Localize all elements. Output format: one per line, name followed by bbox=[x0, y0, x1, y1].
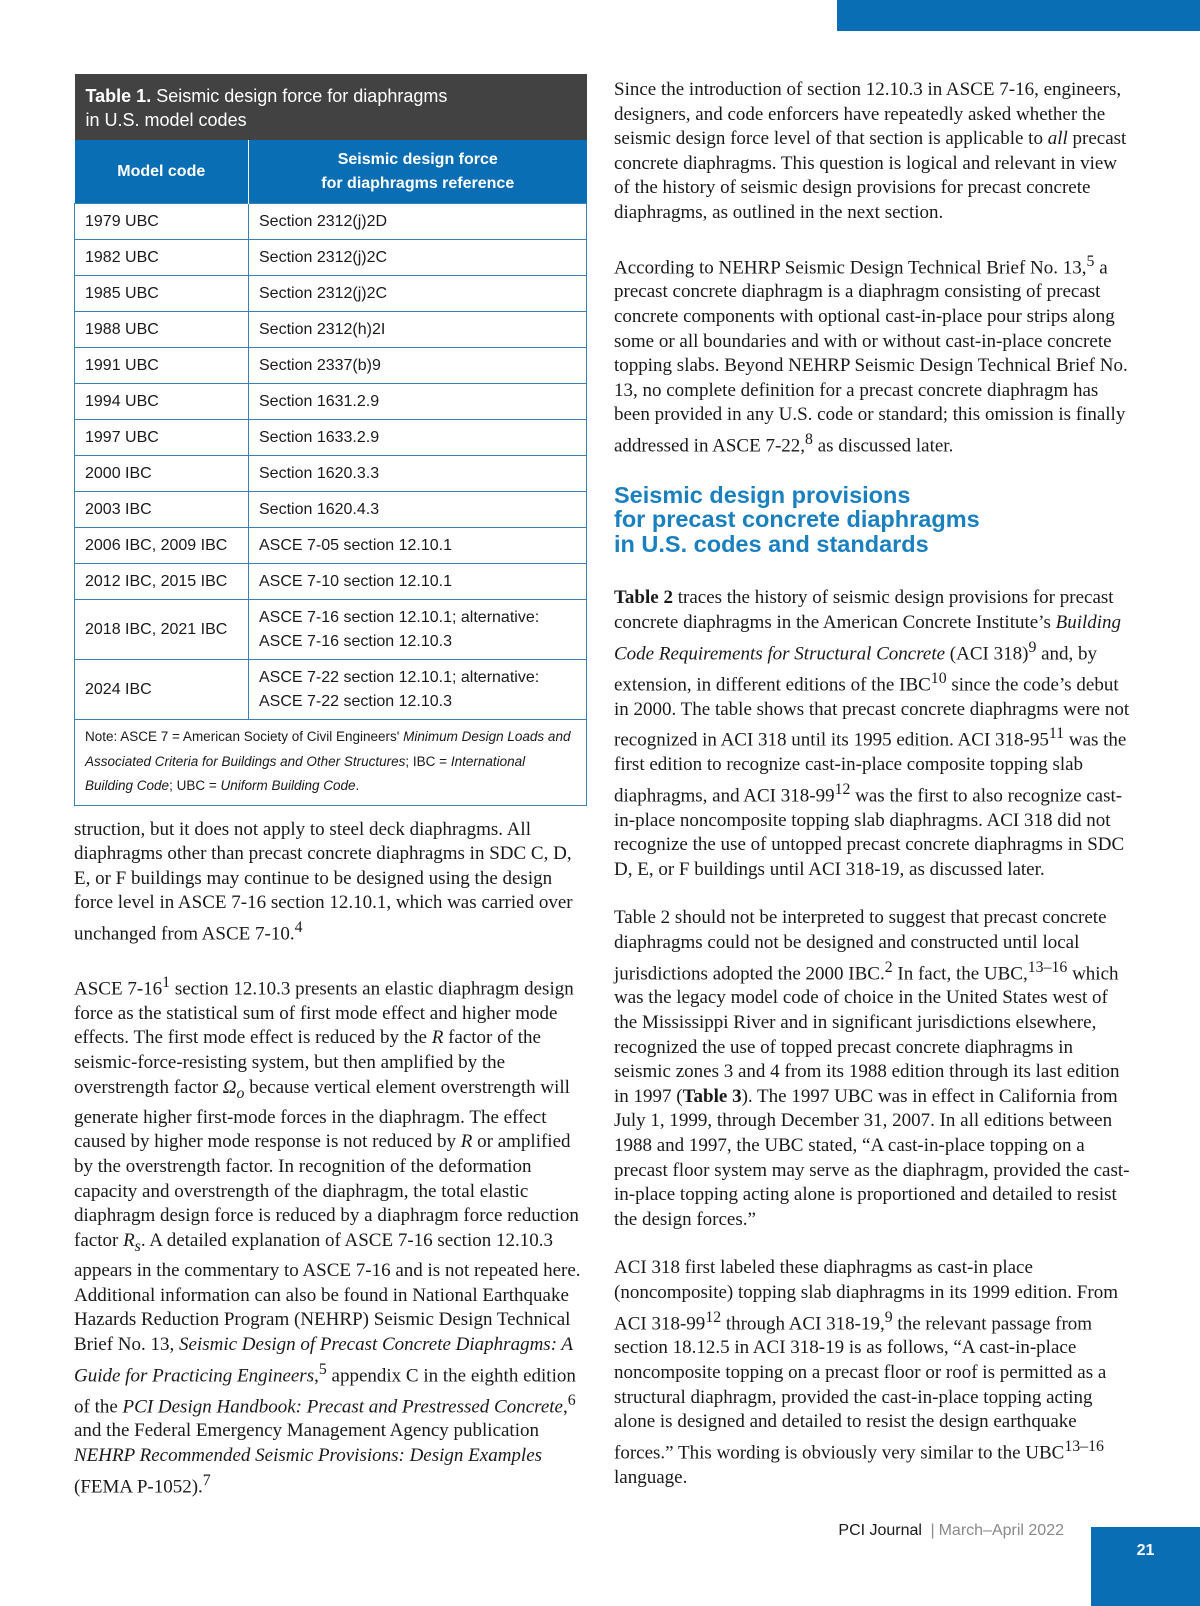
footnote-ref: 13–16 bbox=[1064, 1437, 1104, 1455]
table-row bbox=[75, 420, 587, 456]
note-title-ibc: International Building Code bbox=[85, 753, 526, 793]
cell-reference-line2: ASCE 7-22 section 12.10.3 bbox=[259, 692, 453, 710]
note-title-asce: Minimum Design Loads and Associated Criteria for Buildings and Other Structures bbox=[85, 729, 571, 769]
cell-model-code: 1994 UBC bbox=[75, 384, 249, 420]
right-paragraph-2: According to NEHRP Seismic Design Technical Brief No. 13,$^5$ a precast concrete diaphragm is a diaphragm consisting of precast concrete components with optional cast-in-place pour strips along some or all boundaries and with or without cast-in-place concrete topping slabs. Beyond NEHRP Seismic Design Technical Brief No. 13, no complete definition for a precast concrete diaphragm has been provided in any U.S. code or standard; this omission is finally addressed in ASCE 7-22,$^8$ as discussed later. bbox=[614, 252, 1128, 457]
cell-reference bbox=[249, 600, 587, 660]
footnote-ref: 1 bbox=[162, 973, 171, 991]
table-row bbox=[75, 384, 587, 420]
symbol-rs: R bbox=[123, 1229, 135, 1251]
footnote-ref: 12 bbox=[834, 780, 851, 798]
journal-name: PCI Journal bbox=[838, 1522, 922, 1539]
header-design-force-line1: Seismic design force bbox=[337, 150, 498, 168]
footnote-ref: 4 bbox=[294, 918, 303, 936]
table-caption-text-2: in U.S. model codes bbox=[85, 110, 247, 130]
top-accent-bar bbox=[837, 0, 1200, 31]
cell-reference: Section 2312(j)2C bbox=[249, 240, 587, 276]
table-reference: Table 2 bbox=[614, 587, 673, 609]
right-paragraph-1: Since the introduction of section 12.10.3 in ASCE 7-16, engineers, designers, and code enforcers have repeatedly asked whether the seismic design force level of that section is applicable to all precast concrete diaphragms. This question is logical and relevant in view of the history of seismic design provisions for precast concrete diaphragms, as outlined in the next section. bbox=[614, 79, 1127, 223]
footnote-ref: 10 bbox=[930, 669, 947, 687]
footnote-ref: 8 bbox=[805, 431, 813, 449]
table-row bbox=[75, 600, 587, 660]
header-design-force-line2: for diaphragms reference bbox=[321, 174, 515, 192]
emphasis: all bbox=[1047, 128, 1068, 150]
cell-model-code: 2018 IBC, 2021 IBC bbox=[75, 600, 249, 660]
cell-model-code: 1985 UBC bbox=[75, 276, 249, 312]
footnote-ref: 13–16 bbox=[1027, 958, 1068, 976]
cell-reference: Section 2312(h)2I bbox=[249, 312, 587, 348]
section-heading: Seismic design provisions for precast concrete diaphragms in U.S. codes and standards bbox=[614, 481, 980, 557]
table-row bbox=[75, 312, 587, 348]
cell-model-code: 2024 IBC bbox=[75, 660, 249, 720]
cell-reference: Section 2312(j)2D bbox=[249, 204, 587, 240]
footnote-ref: 12 bbox=[705, 1308, 722, 1326]
right-column bbox=[614, 78, 1130, 1490]
left-paragraph-2: ASCE $7-16^1$ section 12.10.3 presents an elastic diaphragm design force as the statistical sum of first mode effect and higher mode effects. The first mode effect is reduced by the R factor of the seismic-force-resisting system, but then amplified by the overstrength factor $\Omega_o$ because vertical element overstrength will generate higher first-mode forces in the diaphragm. The effect caused by higher mode response is not reduced by R or amplified by the overstrength factor. In recognition of the deformation capacity and overstrength of the diaphragm, the total elastic diaphragm design force is reduced by a diaphragm force reduction factor $R_s$. A detailed explanation of ASCE 7-16 section 12.10.3 appears in the commentary to ASCE 7-16 and is not repeated here. Additional information can also be found in National Earthquake Hazards Reduction Program (NEHRP) Seismic Design Technical Brief No. 13, Seismic Design of Precast Concrete Diaphragms: A Guide for Practicing Engineers,$^5$ appendix C in the eighth edition of the PCI Design Handbook: Precast and Prestressed Concrete,$^6$ and the Federal Emergency Management Agency publication NEHRP Recommended Seismic Provisions: Design Examples (FEMA P-1052).$^7$ bbox=[74, 973, 581, 1497]
cell-reference-line2: ASCE 7-16 section 12.10.3 bbox=[259, 632, 453, 650]
issue-date: March–April 2022 bbox=[938, 1522, 1064, 1539]
table-row bbox=[75, 456, 587, 492]
cell-model-code: 1982 UBC bbox=[75, 240, 249, 276]
cited-title: PCI Design Handbook: Precast and Prestressed Concrete bbox=[122, 1395, 563, 1417]
cell-reference: ASCE 7-10 section 12.10.1 bbox=[249, 564, 587, 600]
cell-model-code: 1988 UBC bbox=[75, 312, 249, 348]
cell-model-code: 1991 UBC bbox=[75, 348, 249, 384]
right-paragraph-4: Table 2 should not be interpreted to suggest that precast concrete diaphragms could not be designed and constructed until local jurisdictions adopted the 2000 IBC.$^2$ In fact, the UBC,$^{13-16}$ which was the legacy model code of choice in the United States west of the Mississippi River and in significant jurisdictions elsewhere, recognized the use of topped precast concrete diaphragms in seismic zones 3 and 4 from its 1988 edition through its last edition in 1997 (Table 3). The 1997 UBC was in effect in California from July 1, 1999, through December 31, 2007. In all editions between 1988 and 1997, the UBC stated, “A cast-in-place topping on a precast floor system may serve as the diaphragm, provided the cast-in-place topping acting alone is proportioned and detailed to resist the design forces.” bbox=[614, 907, 1130, 1230]
symbol-omega-sub: o bbox=[236, 1084, 245, 1102]
symbol-rs-sub: s bbox=[134, 1237, 141, 1255]
table-row bbox=[75, 528, 587, 564]
left-paragraph-1: struction, but it does not apply to steel deck diaphragms. All diaphragms other than precast concrete diaphragms in SDC C, D, E, or F buildings may continue to be designed using the design force level in ASCE 7-16 section 12.10.1, which was carried over unchanged from ASCE 7-10.$^4$ bbox=[74, 818, 573, 945]
note-text: ; IBC = bbox=[405, 753, 448, 769]
header-model-code: Model code bbox=[75, 140, 249, 204]
cell-model-code: 2003 IBC bbox=[75, 492, 249, 528]
table-row bbox=[75, 564, 587, 600]
cell-reference: Section 1633.2.9 bbox=[249, 420, 587, 456]
table-note bbox=[75, 720, 587, 806]
cell-model-code: 1997 UBC bbox=[75, 420, 249, 456]
table-note-row bbox=[75, 720, 587, 806]
cell-reference: ASCE 7-05 section 12.10.1 bbox=[249, 528, 587, 564]
table-row bbox=[75, 492, 587, 528]
table-row bbox=[75, 660, 587, 720]
cited-title: Seismic Design of Precast Concrete Diaphragms: A Guide for Practicing Engineers bbox=[74, 1334, 573, 1386]
page-number: 21 bbox=[1136, 1542, 1155, 1559]
cell-model-code: 2006 IBC, 2009 IBC bbox=[75, 528, 249, 564]
footnote-ref: 7 bbox=[202, 1471, 211, 1489]
footnote-ref: 9 bbox=[1028, 638, 1037, 656]
footnote-ref: 2 bbox=[884, 958, 893, 976]
symbol-r: R bbox=[460, 1131, 473, 1153]
table-1 bbox=[74, 74, 587, 806]
note-title-ubc: Uniform Building Code bbox=[220, 778, 356, 793]
note-text: . bbox=[355, 778, 360, 793]
cell-model-code: 2000 IBC bbox=[75, 456, 249, 492]
footnote-ref: 5 bbox=[1086, 252, 1095, 270]
cell-reference: Section 1620.4.3 bbox=[249, 492, 587, 528]
cell-model-code: 2012 IBC, 2015 IBC bbox=[75, 564, 249, 600]
cell-reference bbox=[249, 660, 587, 720]
table-row bbox=[75, 204, 587, 240]
left-column bbox=[74, 74, 587, 1500]
footer-separator: | bbox=[930, 1522, 935, 1539]
table-row bbox=[75, 240, 587, 276]
note-text: ; UBC = bbox=[169, 778, 217, 793]
table-row bbox=[75, 348, 587, 384]
cell-reference-line1: ASCE 7-16 section 12.10.1; alternative: bbox=[259, 608, 540, 626]
symbol-omega: Ω bbox=[222, 1076, 237, 1098]
page-number-box bbox=[1091, 1527, 1200, 1606]
footnote-ref: 9 bbox=[884, 1308, 893, 1326]
table-header-row bbox=[75, 140, 587, 204]
right-paragraph-5: ACI 318 first labeled these diaphragms as cast-in place (noncomposite) topping slab diaphragms in its 1999 edition. From ACI $318-99^{12}$ through ACI 318-19,$^9$ the relevant passage from section 18.12.5 in ACI 318-19 is as follows, “A cast-in-place noncomposite topping on a precast floor or roof is permitted as a structural diaphragm, provided the cast-in-place topping acting alone is designed and detailed to resist the design earthquake forces.” This wording is obviously very similar to the UBC$^{13-16}$ language. bbox=[614, 1257, 1118, 1488]
footnote-ref: 5 bbox=[318, 1360, 327, 1378]
table-caption-label: Table 1. bbox=[85, 86, 152, 106]
table-caption-text: Seismic design force for diaphragms bbox=[156, 86, 448, 106]
cell-reference: Section 1631.2.9 bbox=[249, 384, 587, 420]
right-paragraph-3: Table 2 traces the history of seismic design provisions for precast concrete diaphragms in the American Concrete Institute’s Building Code Requirements for Structural Concrete (ACI 318)$^9$ and, by extension, in different editions of the IBC$^{10}$ since the code’s debut in 2000. The table shows that precast concrete diaphragms were not recognized in ACI 318 until its 1995 edition. ACI $318-95^{11}$ was the first edition to recognize cast-in-place composite topping slab diaphragms, and ACI $318-99^{12}$ was the first to also recognize cast-in-place noncomposite topping slab diaphragms. ACI 318 did not recognize the use of untopped precast concrete diaphragms in SDC D, E, or F buildings until ACI 318-19, as discussed later. bbox=[614, 587, 1130, 880]
table-caption bbox=[75, 74, 587, 140]
table-reference: Table 3 bbox=[682, 1085, 742, 1107]
footnote-ref: 6 bbox=[567, 1391, 576, 1409]
page-footer bbox=[0, 1521, 1064, 1541]
cell-reference: Section 2312(j)2C bbox=[249, 276, 587, 312]
table-row bbox=[75, 276, 587, 312]
cell-reference: Section 1620.3.3 bbox=[249, 456, 587, 492]
cited-title: Building Code Requirements for Structural Concrete bbox=[614, 612, 1122, 664]
cited-title: NEHRP Recommended Seismic Provisions: Design Examples bbox=[74, 1445, 543, 1467]
footnote-ref: 11 bbox=[1048, 725, 1065, 743]
symbol-r: R bbox=[431, 1027, 444, 1049]
note-text: Note: ASCE 7 = American Society of Civil Engineers' bbox=[85, 729, 400, 744]
cell-reference-line1: ASCE 7-22 section 12.10.1; alternative: bbox=[259, 668, 540, 686]
cell-model-code: 1979 UBC bbox=[75, 204, 249, 240]
cell-reference: Section 2337(b)9 bbox=[249, 348, 587, 384]
header-design-force bbox=[249, 140, 587, 204]
